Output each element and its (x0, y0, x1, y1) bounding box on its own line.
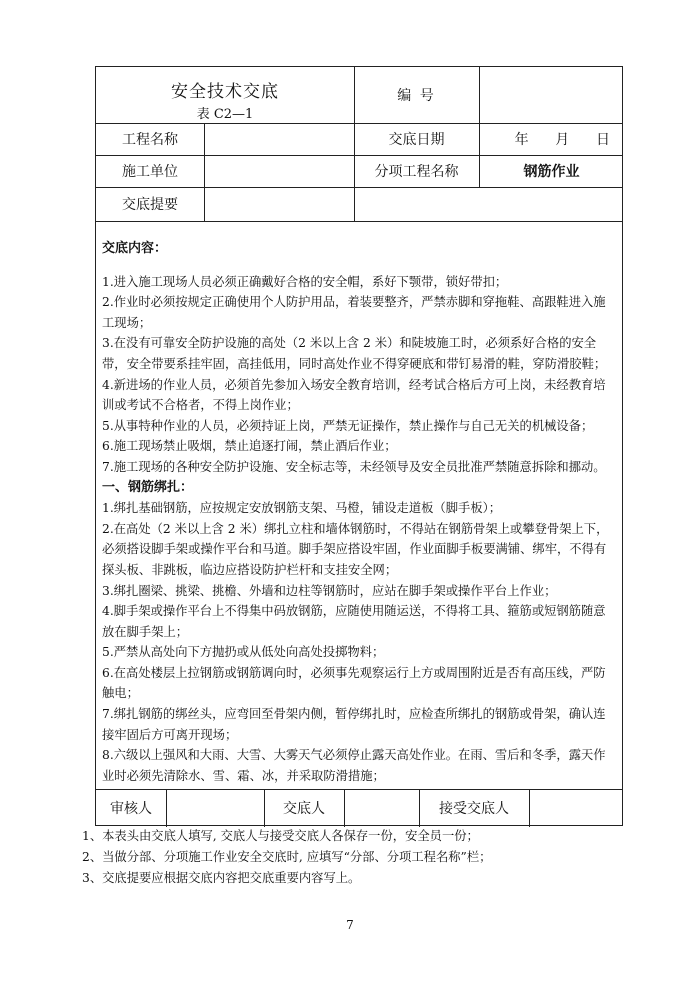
section-item: 3.绑扎圈梁、挑梁、挑檐、外墙和边柱等钢筋时，应站在脚手架或操作平台上作业； (102, 583, 557, 598)
section-title: 一、钢筋绑扎： (102, 479, 194, 495)
content-item: 2.作业时必须按规定正确使用个人防护用品，着装要整齐，严禁赤脚和穿拖鞋、高跟鞋进入施工现场； (102, 295, 606, 330)
content-item: 5.从事特种作业的人员，必须持证上岗，严禁无证操作，禁止操作与自己无关的机械设备； (102, 418, 594, 433)
subitem-label: 分项工程名称 (374, 164, 459, 180)
content-item: 6.施工现场禁止吸烟，禁止追逐打闹，禁止酒后作业； (102, 439, 397, 454)
footnote: 3、交底提要应根据交底内容把交底重要内容写上。 (82, 871, 361, 885)
content-item: 1.进入施工现场人员必须正确戴好合格的安全帽，系好下颚带，锁好带扣； (102, 274, 508, 289)
content-item: 7.施工现场的各种安全防护设施、安全标志等，未经领导及安全员批准严禁随意拆除和挪动。 (102, 459, 606, 474)
reviewer-label: 审核人 (110, 801, 152, 817)
receiver-field[interactable] (529, 789, 624, 827)
section-item: 6.在高处楼层上拉钢筋或钢筋调向时，必须事先观察运行上方或周围附近是否有高压线，严防触电； (102, 665, 606, 701)
receiver-label: 接受交底人 (439, 801, 509, 817)
form-title: 安全技术交底 (171, 82, 279, 102)
footnotes (82, 826, 491, 889)
unit-field[interactable] (204, 155, 354, 187)
summary-label: 交底提要 (122, 197, 178, 213)
row-divider (96, 221, 622, 222)
content-item: 4.新进场的作业人员，必须首先参加入场安全教育培训，经考试合格后方可上岗，未经教育培训或考试不合格者，不得上岗作业； (102, 377, 606, 413)
section-item: 2.在高处（2 米以上含 2 米）绑扎立柱和墙体钢筋时，不得站在钢筋骨架上或攀登骨架上下，必须搭设脚手架或操作平台和马道。脚手架应搭设牢固，作业面脚手板要满铺、绑牢，不得有探头板、非跳板，临边应搭设防护栏杆和支挂安全网； (102, 521, 609, 577)
page-number: 7 (346, 918, 354, 932)
discloser-label: 交底人 (283, 801, 325, 817)
footnote: 1、本表头由交底人填写, 交底人与接受交底人各保存一份，安全员一份； (82, 829, 479, 843)
unit-label: 施工单位 (122, 164, 178, 180)
content-item: 3.在没有可靠安全防护设施的高处（2 米以上含 2 米）和陡坡施工时，必须系好合格的安全带，安全带要系挂牢固，高挂低用，同时高处作业不得穿硬底和带钉易滑的鞋，穿防滑胶鞋； (102, 336, 607, 371)
disclosure-content (102, 237, 614, 786)
date-label: 交底日期 (388, 132, 445, 148)
number-field[interactable] (479, 67, 624, 123)
reviewer-field[interactable] (166, 789, 264, 827)
content-heading: 交底内容： (102, 241, 168, 256)
date-field[interactable]: 年 月 日 (514, 132, 610, 148)
section-item: 4.脚手架或操作平台上不得集中码放钢筋，应随使用随运送，不得将工具、箍筋或短钢筋随意放在脚手架上； (102, 604, 606, 639)
section-item: 1.绑扎基础钢筋，应按规定安放钢筋支架、马橙，铺设走道板（脚手板）； (102, 501, 502, 516)
disclosure-form (95, 66, 623, 826)
project-name-field[interactable] (204, 123, 354, 155)
form-number: 表 C2—1 (196, 107, 254, 122)
subitem-field[interactable]: 钢筋作业 (523, 164, 580, 180)
section-item: 8.六级以上强风和大雨、大雪、大雾天气必须停止露天高处作业。在雨、雪后和冬季，露天作业时必须先清除水、雪、霜、冰，并采取防滑措施； (102, 748, 606, 783)
footnote: 2、当做分部、分项施工作业安全交底时, 应填写“分部、分项工程名称”栏； (82, 850, 492, 864)
project-name-label: 工程名称 (122, 132, 178, 148)
section-item: 7.绑扎钢筋的绑丝头，应弯回至骨架内侧，暂停绑扎时，应检查所绑扎的钢筋或骨架，确认连接牢固后方可离开现场； (102, 707, 606, 742)
summary-field[interactable] (204, 187, 624, 221)
section-item: 5.严禁从高处向下方抛扔或从低处向高处投掷物料； (102, 645, 385, 660)
number-label: 编 号 (397, 88, 436, 104)
discloser-field[interactable] (344, 789, 419, 827)
